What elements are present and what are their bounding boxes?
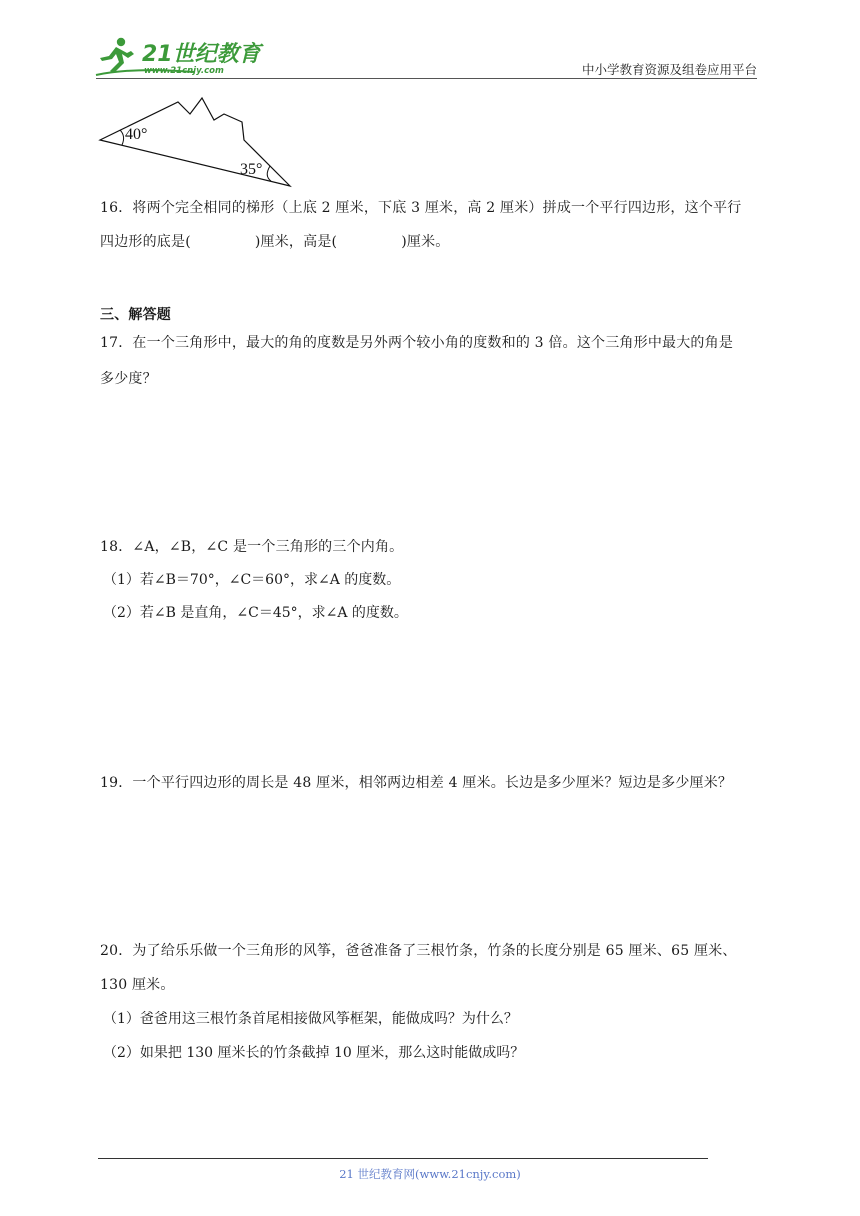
header-divider [96,78,757,79]
q20-part1: （1）爸爸用这三根竹条首尾相接做风筝框架，能做成吗？为什么？ [103,1011,518,1027]
footer-link[interactable]: 21 世纪教育网(www.21cnjy.com) [339,1167,521,1181]
q20-line2: 130 厘米。 [100,977,175,993]
q16-text-c: )厘米。 [401,234,450,250]
torn-triangle-figure [94,92,300,190]
angle-arc-right [267,166,271,181]
q16-text-b: )厘米，高是( [254,234,338,250]
q17-line1: 17．在一个三角形中，最大的角的度数是另外两个较小角的度数和的 3 倍。这个三角形中最大的角是 [100,335,734,351]
logo-url: www.21cnjy.com [144,66,224,76]
q19-stem: 19．一个平行四边形的周长是 48 厘米，相邻两边相差 4 厘米。长边是多少厘米？短边是多少厘米？ [100,775,733,791]
section-heading: 三、解答题 [100,307,171,323]
q16-line2 [100,231,449,251]
angle-arc-left [120,130,124,145]
q20-line1: 20．为了给乐乐做一个三角形的风筝，爸爸准备了三根竹条，竹条的长度分别是 65 厘米、65 厘米、 [100,943,737,959]
site-logo [94,34,264,78]
angle-label-35: 35° [240,161,263,178]
q20-part2: （2）如果把 130 厘米长的竹条截掉 10 厘米，那么这时能做成吗？ [103,1045,525,1061]
runner-logo-icon [94,34,264,78]
q16-text-a: 四边形的底是( [100,234,191,250]
logo-text: 21世纪教育 [142,42,261,67]
q17-line2: 多少度？ [100,371,157,387]
angle-label-40: 40° [125,126,148,143]
platform-title: 中小学教育资源及组卷应用平台 [581,62,757,77]
q18-part1: （1）若∠B＝70°，∠C＝60°，求∠A 的度数。 [103,572,401,588]
footer-divider [98,1158,708,1159]
q18-part2: （2）若∠B 是直角，∠C＝45°，求∠A 的度数。 [103,605,408,621]
q18-stem: 18．∠A，∠B，∠C 是一个三角形的三个内角。 [100,539,404,555]
q16-line1: 16．将两个完全相同的梯形（上底 2 厘米，下底 3 厘米，高 2 厘米）拼成一个平行四边形，这个平行 [100,200,742,216]
